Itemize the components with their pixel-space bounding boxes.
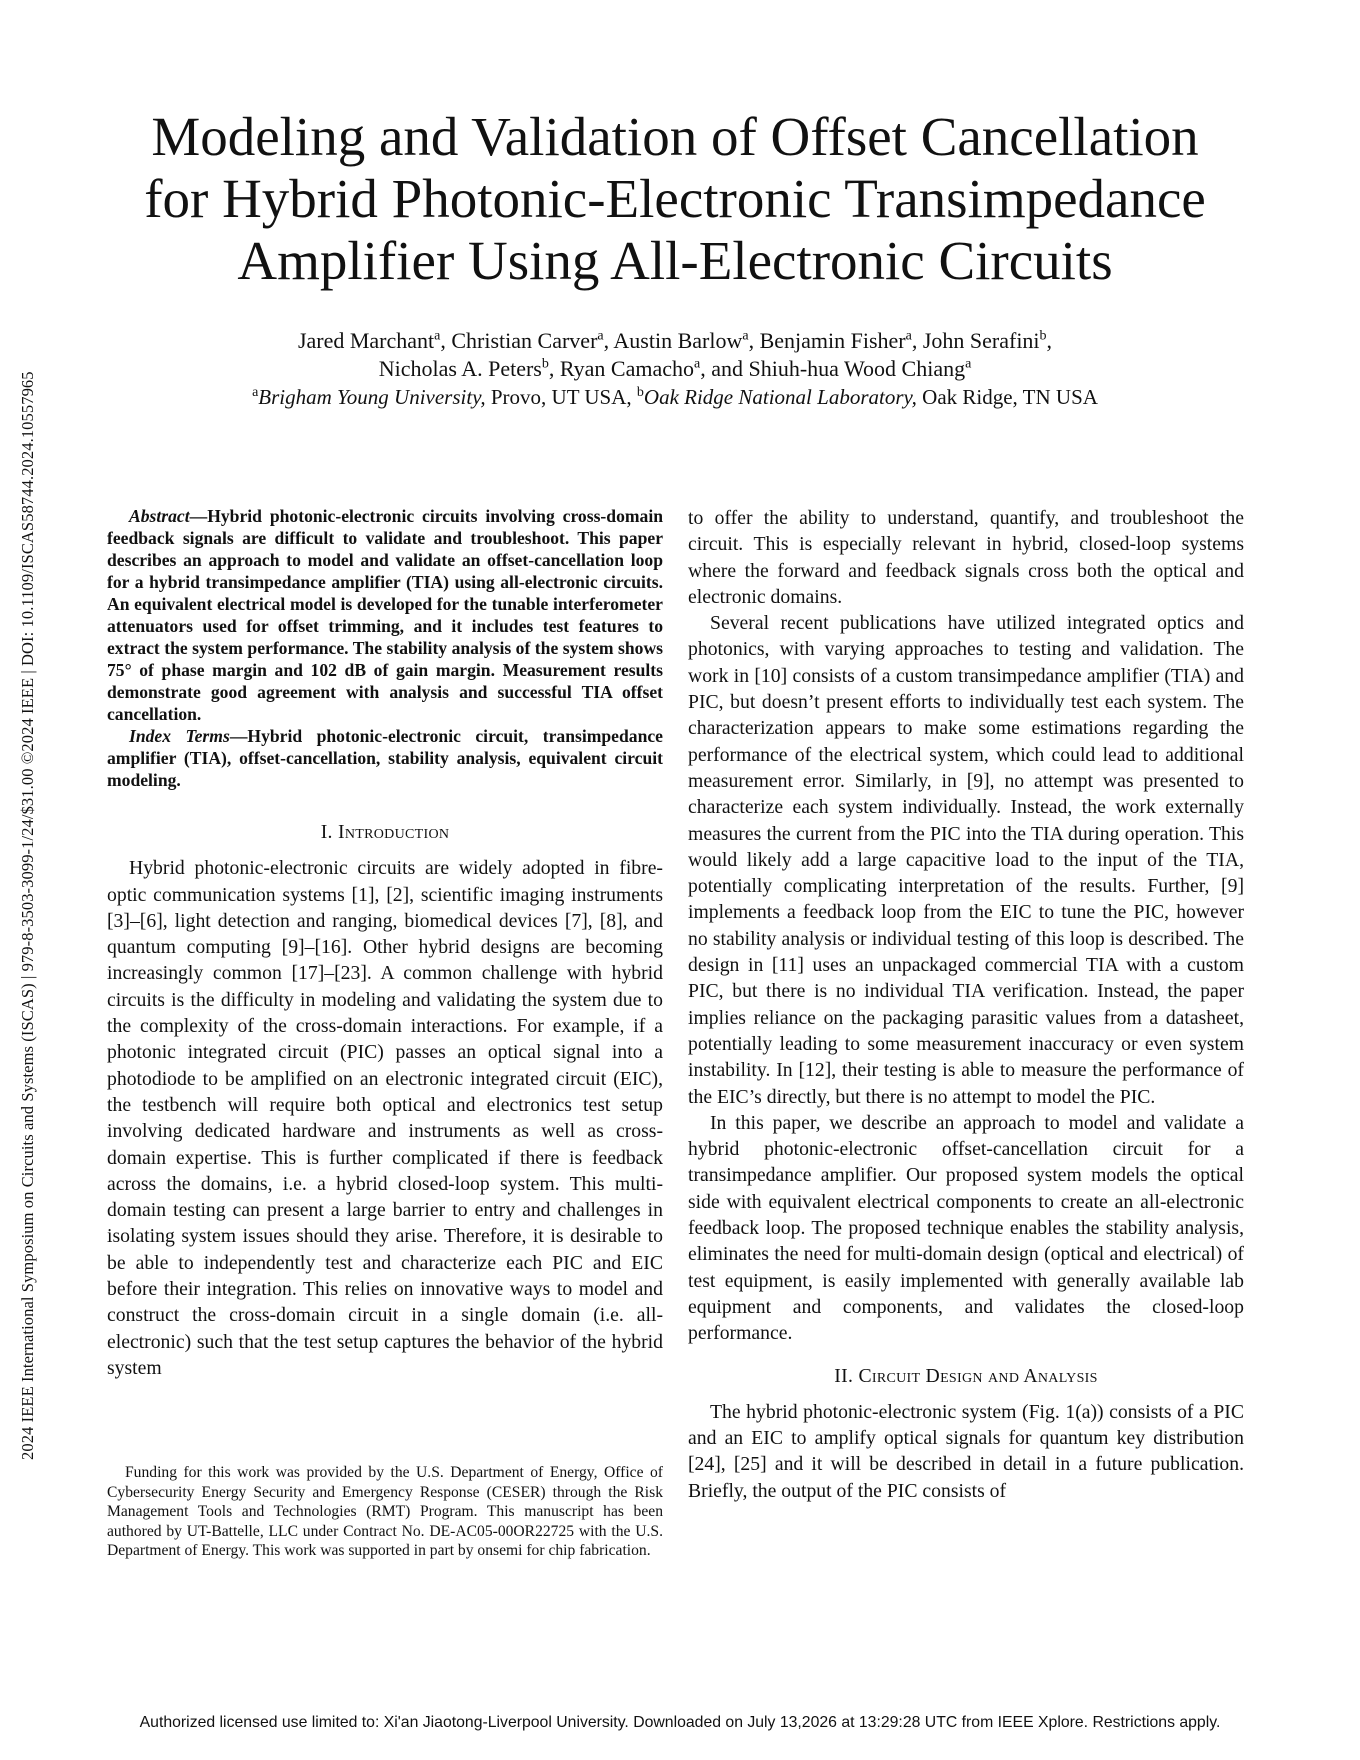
affiliations xyxy=(110,383,1240,411)
section-title: Introduction xyxy=(338,821,450,843)
abstract xyxy=(107,505,663,791)
body-paragraph: Several recent publications have utilized integrated optics and photonics, with varying approaches to testing and validation. The work in [10] consists of a custom transimpedance amplifier (TIA) and PIC, but doesn’t present efforts to individually test each system. The characterization appears to make some estimations regarding the performance of the electrical system, which could lead to additional measurement error. Similarly, in [9], no attempt was presented to characterize each system individually. Instead, the work externally measures the current from the PIC into the TIA during operation. This would likely add a large capacitive load to the input of the TIA, potentially complicating interpretation of the results. Further, [9] implements a feedback loop from the EIC to tune the PIC, however no stability analysis or individual testing of this loop is described. The design in [11] uses an unpackaged commercial TIA with a custom PIC, but there is no individual TIA verification. Instead, the paper implies reliance on the packaging parasitic values from a datasheet, potentially leading to some measurement inaccuracy or even system instability. In [12], their testing is able to measure the performance of the EIC’s directly, but there is no attempt to model the PIC. xyxy=(688,612,1244,1108)
author-line-2 xyxy=(110,355,1240,383)
title-line-2: for Hybrid Photonic-Electronic Transimpedance xyxy=(144,168,1206,229)
section-number: I. xyxy=(320,821,339,843)
author-name: , and Shiuh-hua Wood Chiang xyxy=(700,356,966,381)
abstract-label: Abstract xyxy=(129,506,190,526)
section-title: Circuit Design and Analysis xyxy=(858,1364,1098,1387)
author-name: , Ryan Camacho xyxy=(548,356,694,381)
author-block xyxy=(110,327,1240,411)
affiliation-marker: a xyxy=(694,356,701,372)
affiliation-marker: a xyxy=(905,328,912,344)
affiliation-marker: a xyxy=(965,356,972,372)
abstract-text: —Hybrid photonic-electronic circuits involving cross-domain feedback signals are difficult to validate and troubleshoot. This paper describes an approach to model and validate an offset-cancellation loop for a hybrid transimpedance amplifier (TIA) using all-electronic circuits. An equivalent electrical model is developed for the tunable interferometer attenuators used for offset trimming, and it includes test features to extract the system performance. The stability analysis of the system shows 75° of phase margin and 102 dB of gain margin. Measurement results demonstrate good agreement with analysis and successful TIA offset cancellation. xyxy=(107,506,663,724)
abstract-paragraph xyxy=(107,505,663,725)
body-paragraph: The hybrid photonic-electronic system (Fig. 1(a)) consists of a PIC and an EIC to amplify optical signals for quantum key distribution [24], [25] and it will be described in detail in a future publication. Briefly, the output of the PIC consists of xyxy=(688,1400,1244,1502)
license-notice: Authorized licensed use limited to: Xi'an Jiaotong-Liverpool University. Downloaded on July 13,2026 at 13:29:28 UTC from IEEE Xplore. Restrictions apply. xyxy=(139,1714,1221,1731)
author-name: , John Serafini xyxy=(911,328,1040,353)
footnote-text: Funding for this work was provided by the U.S. Department of Energy, Office of Cybersecurity Energy Security and Emergency Response (CESER) through the Risk Management Tools and Technologies (RMT) Program. This manuscript has been authored by UT-Battelle, LLC under Contract No. DE-AC05-00OR22725 with the U.S. Department of Energy. This work was supported in part by onsemi for chip fabrication. xyxy=(107,1464,663,1559)
affiliation-marker: a xyxy=(434,328,441,344)
institution-name: Oak Ridge National Laboratory, xyxy=(643,385,917,409)
author-name: Jared Marchant xyxy=(297,328,435,353)
author-name: Nicholas A. Peters xyxy=(378,356,542,381)
section-number: II. xyxy=(834,1364,859,1387)
institution-location: Provo, UT USA, xyxy=(485,385,637,409)
index-terms xyxy=(107,725,663,791)
title-line-1: Modeling and Validation of Offset Cancellation xyxy=(151,106,1199,167)
funding-footnote xyxy=(107,1463,663,1561)
index-terms-label: Index Terms xyxy=(129,726,230,746)
body-paragraph: to offer the ability to understand, quantify, and troubleshoot the circuit. This is especially relevant in hybrid, closed-loop systems where the forward and feedback signals cross both the optical and electronic domains. xyxy=(688,507,1244,608)
affiliation-marker: a xyxy=(252,385,259,400)
paper-title xyxy=(110,106,1240,292)
affiliation-marker: a xyxy=(597,328,604,344)
body-paragraph: Hybrid photonic-electronic circuits are widely adopted in fibre-optic communication systems [1], [2], scientific imaging instruments [3]–[6], light detection and ranging, biomedical devices [7], [8], and quantum computing [9]–[16]. Other hybrid designs are becoming increasingly common [17]–[23]. A common challenge with hybrid circuits is the difficulty in modeling and validating the system due to the complexity of the cross-domain interactions. For example, if a photonic integrated circuit (PIC) passes an optical signal into a photodiode to be amplified on an electronic integrated circuit (EIC), the testbench will require both optical and electronics test setup involving dedicated hardware and instruments as well as cross-domain expertise. This is further complicated if there is feedback across the domains, i.e. a hybrid closed-loop system. This multi-domain testing can present a large barrier to entry and challenges in isolating system issues should they arise. Therefore, it is desirable to be able to independently test and characterize each PIC and EIC before their integration. This relies on innovative ways to model and construct the cross-domain circuit in a single domain (i.e. all-electronic) such that the test setup captures the behavior of the hybrid system xyxy=(107,857,663,1379)
affiliation-marker: b xyxy=(1039,328,1047,344)
title-line-3: Amplifier Using All-Electronic Circuits xyxy=(237,230,1113,291)
author-name: , Austin Barlow xyxy=(603,328,743,353)
affiliation-marker: b xyxy=(636,385,644,400)
author-name: , Christian Carver xyxy=(440,328,598,353)
institution-name: Brigham Young University, xyxy=(258,385,486,409)
right-column xyxy=(688,505,1244,1504)
section-heading-introduction xyxy=(107,819,663,845)
author-line-1 xyxy=(110,327,1240,355)
institution-location: Oak Ridge, TN USA xyxy=(916,385,1098,409)
left-column xyxy=(107,505,663,1381)
affiliation-marker: b xyxy=(541,356,549,372)
body-paragraph: In this paper, we describe an approach to model and validate a hybrid photonic-electronic offset-cancellation circuit for a transimpedance amplifier. Our proposed system models the optical side with equivalent electrical components to create an all-electronic feedback loop. The proposed technique enables the stability analysis, eliminates the need for multi-domain design (optical and electrical) of test equipment, is easily implemented with generally available lab equipment and components, and validates the closed-loop performance. xyxy=(688,1111,1244,1345)
index-terms-text: —Hybrid photonic-electronic circuit, transimpedance amplifier (TIA), offset-cancellation, stability analysis, equivalent circuit modeling. xyxy=(107,726,663,790)
author-name: , Benjamin Fisher xyxy=(748,328,906,353)
affiliation-marker: a xyxy=(742,328,749,344)
section-heading-circuit-design xyxy=(688,1363,1244,1389)
author-separator: , xyxy=(1046,328,1053,353)
doi-side-note: 2024 IEEE International Symposium on Circuits and Systems (ISCAS) | 979-8-3503-3099-1/24/$31.00 ©2024 IEEE | DOI: 10.1109/ISCAS58744.2024.10557965 xyxy=(18,371,37,1460)
